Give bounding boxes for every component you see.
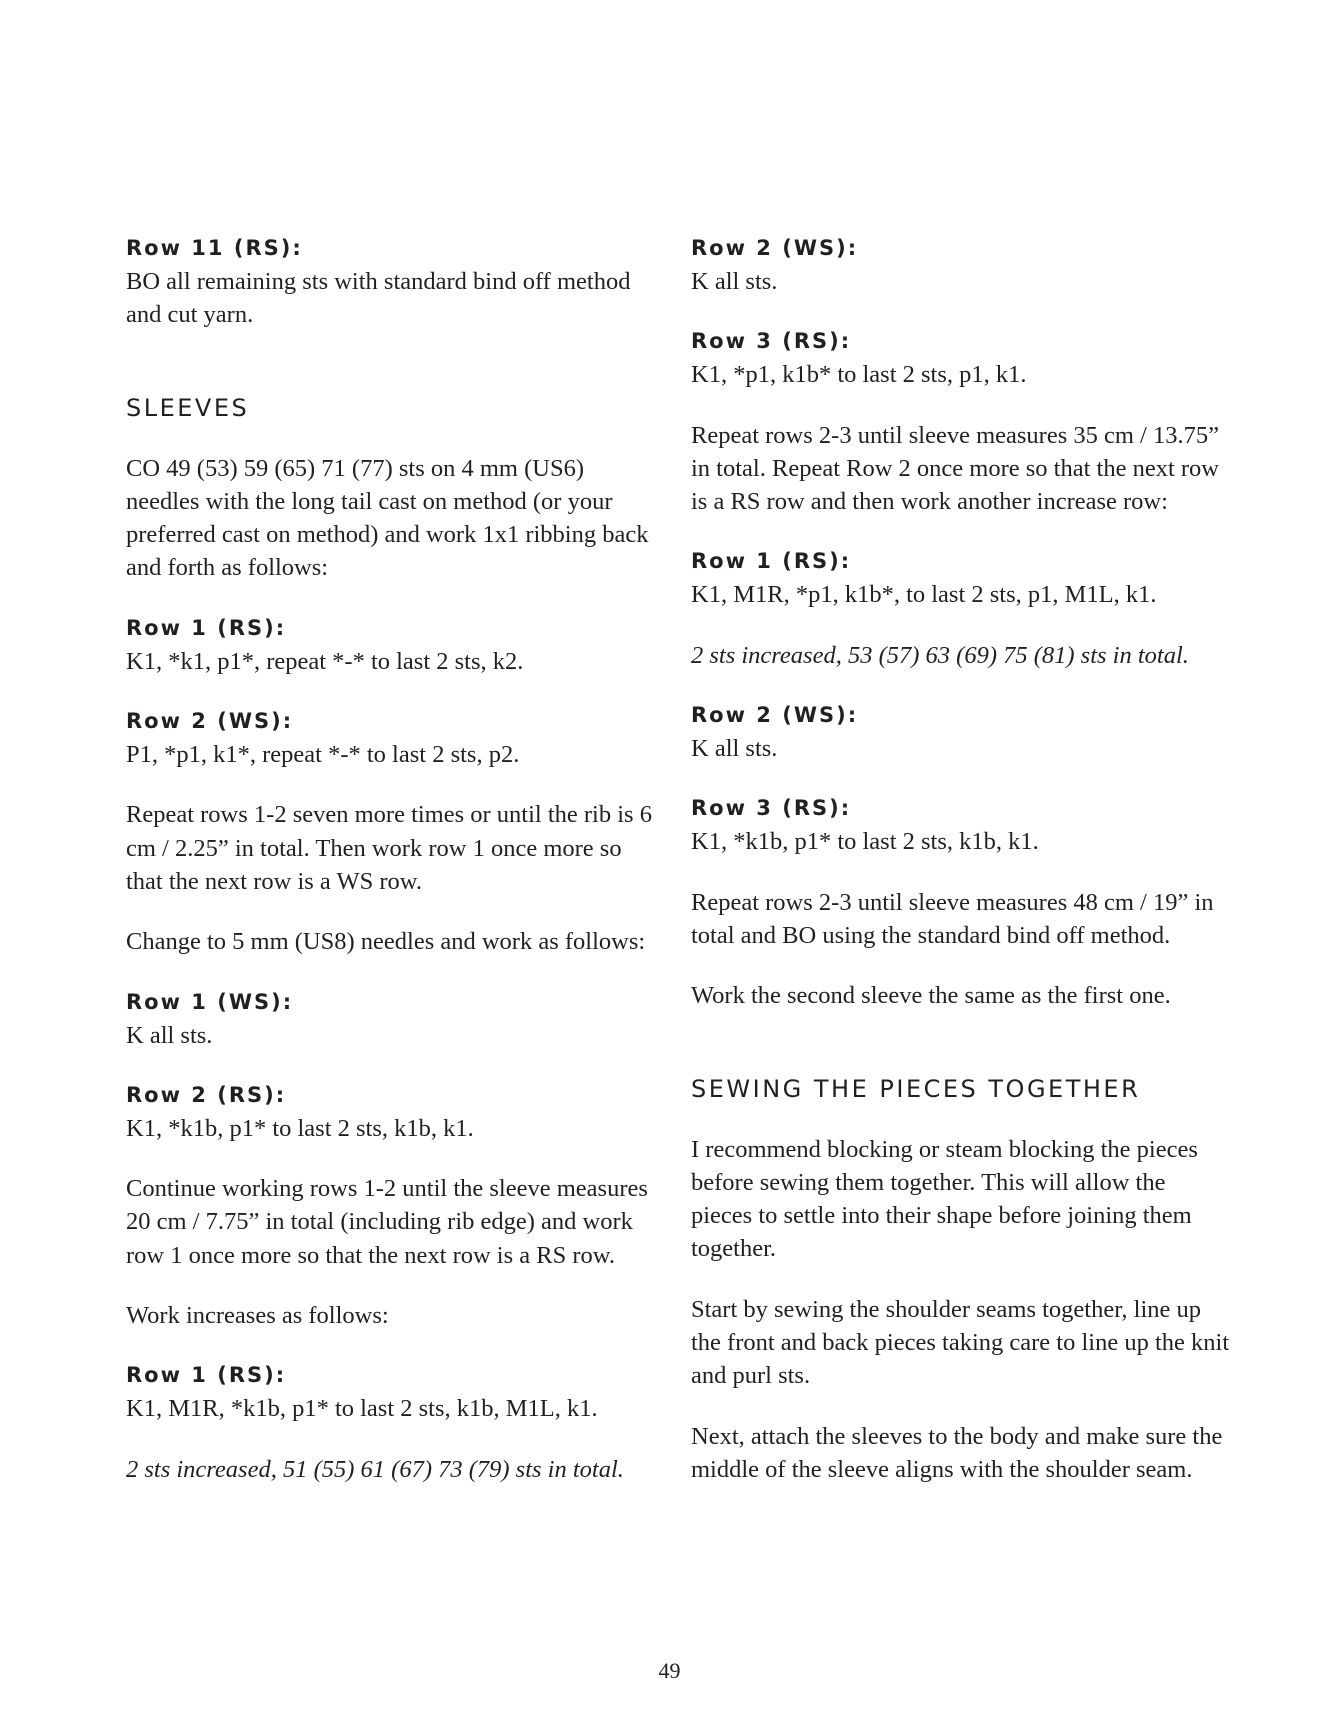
paragraph: Repeat rows 2-3 until sleeve measures 48 cm / 19” in total and BO using the standard bind off method.: [691, 888, 1214, 949]
paragraph: CO 49 (53) 59 (65) 71 (77) sts on 4 mm (US6) needles with the long tail cast on method (or your preferred cast on method) and work 1x1 ribbing back and forth as follows:: [126, 454, 649, 582]
paragraph: K all sts.: [691, 735, 778, 763]
paragraph: Continue working rows 1-2 until the sleeve measures 20 cm / 7.75” in total (including rib edge) and work row 1 once more so that the next row is a RS row.: [126, 1175, 648, 1269]
paragraph: Repeat rows 1-2 seven more times or until the rib is 6 cm / 2.25” in total. Then work row 1 once more so that the next row is a WS row.: [126, 801, 652, 895]
row-heading: Row 3 (RS):: [691, 329, 852, 354]
stitch-count-note: 2 sts increased, 51 (55) 61 (67) 73 (79) sts in total.: [126, 1455, 624, 1483]
row-heading: Row 1 (RS):: [126, 1363, 287, 1388]
paragraph: K1, *k1b, p1* to last 2 sts, k1b, k1.: [691, 828, 1039, 856]
row-heading: Row 2 (RS):: [126, 1082, 287, 1107]
paragraph: K1, *k1, p1*, repeat *-* to last 2 sts, k2.: [126, 647, 524, 675]
paragraph: P1, *p1, k1*, repeat *-* to last 2 sts, p2.: [126, 741, 520, 769]
paragraph: Change to 5 mm (US8) needles and work as follows:: [126, 928, 646, 956]
row-heading: Row 1 (RS):: [691, 549, 852, 574]
paragraph: BO all remaining sts with standard bind off method and cut yarn.: [126, 268, 631, 329]
paragraph: Work the second sleeve the same as the first one.: [691, 982, 1171, 1010]
row-heading: Row 3 (RS):: [691, 796, 852, 821]
section-heading: SLEEVES: [126, 393, 250, 422]
row-heading: Row 2 (WS):: [691, 236, 859, 260]
paragraph: K1, *k1b, p1* to last 2 sts, k1b, k1.: [126, 1114, 474, 1142]
row-heading: Row 1 (RS):: [126, 615, 287, 640]
page-number: 49: [658, 1658, 681, 1683]
row-heading: Row 11 (RS):: [126, 236, 303, 260]
paragraph: Work increases as follows:: [126, 1302, 389, 1330]
paragraph: K all sts.: [126, 1021, 213, 1049]
section-heading: SEWING THE PIECES TOGETHER: [691, 1074, 1141, 1103]
paragraph: Next, attach the sleeves to the body and make sure the middle of the sleeve aligns with the shoulder seam.: [691, 1422, 1223, 1483]
stitch-count-note: 2 sts increased, 53 (57) 63 (69) 75 (81) sts in total.: [691, 641, 1189, 669]
paragraph: K all sts.: [691, 268, 778, 295]
paragraph: I recommend blocking or steam blocking the pieces before sewing them together. This will allow the pieces to settle into their shape before joining them together.: [691, 1135, 1198, 1263]
paragraph: K1, M1R, *p1, k1b*, to last 2 sts, p1, M1L, k1.: [691, 581, 1157, 609]
paragraph: Start by sewing the shoulder seams together, line up the front and back pieces taking care to line up the knit and purl sts.: [691, 1295, 1230, 1390]
paragraph: Repeat rows 2-3 until sleeve measures 35 cm / 13.75” in total. Repeat Row 2 once more so that the next row is a RS row and then work another increase row:: [691, 421, 1219, 516]
left-column: [126, 232, 656, 1486]
row-heading: Row 1 (WS):: [126, 989, 294, 1014]
row-heading: Row 2 (WS):: [691, 703, 859, 728]
paragraph: K1, *p1, k1b* to last 2 sts, p1, k1.: [691, 361, 1027, 389]
row-heading: Row 2 (WS):: [126, 709, 294, 734]
right-column: [691, 232, 1231, 1486]
paragraph: K1, M1R, *k1b, p1* to last 2 sts, k1b, M1L, k1.: [126, 1395, 598, 1423]
